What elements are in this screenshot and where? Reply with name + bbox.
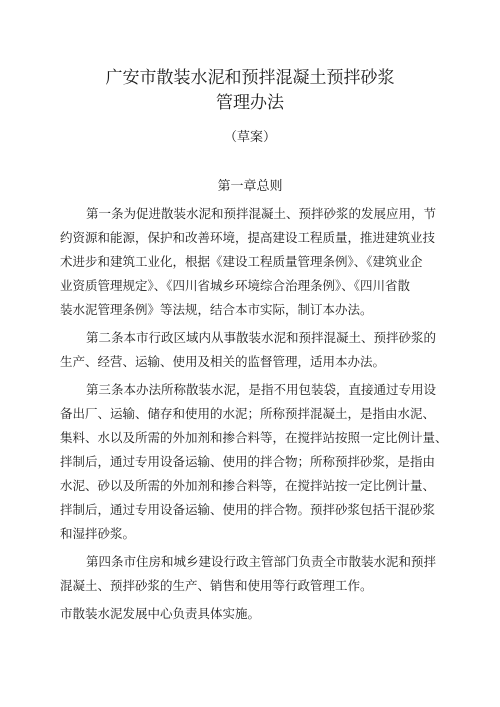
paragraph-line: 第二条本市行政区域内从事散装水泥和预拌混凝土、预拌砂浆的 bbox=[86, 330, 437, 345]
draft-label: （草案） bbox=[223, 130, 276, 145]
paragraph-line: 第四条市住房和城乡建设行政主管部门负责全市散装水泥和预拌 bbox=[86, 554, 437, 569]
paragraph-line: 混凝土、预拌砂浆的生产、销售和使用等行政管理工作。 bbox=[60, 578, 373, 593]
paragraph-line: 术进步和建筑工业化，根据《建设工程质量管理条例》、《建筑业企 bbox=[60, 254, 423, 269]
paragraph-line: 约资源和能源，保护和改善环境，提高建设工程质量，推进建筑业技 bbox=[60, 230, 436, 245]
paragraph-line: 备出厂、运输、储存和使用的水泥；所称预拌混凝土，是指由水泥、 bbox=[60, 406, 436, 421]
chapter-heading: 第一章总则 bbox=[217, 179, 283, 194]
paragraph-line: 市散装水泥发展中心负责具体实施。 bbox=[60, 606, 261, 621]
paragraph-line: 拌制后，通过专用设备运输、使用的拌合物；所称预拌砂浆，是指由 bbox=[60, 454, 436, 469]
document-title-line-1: 广安市散装水泥和预拌混凝土预拌砂浆 bbox=[105, 68, 395, 88]
paragraph-line: 拌制后，通过专用设备运输、使用的拌合物。预拌砂浆包括干混砂浆 bbox=[60, 502, 436, 517]
paragraph-line: 装水泥管理条例》等法规，结合本市实际，制订本办法。 bbox=[60, 302, 373, 317]
document-title-line-2: 管理办法 bbox=[216, 93, 284, 113]
paragraph-line: 第三条本办法所称散装水泥，是指不用包装袋，直接通过专用设 bbox=[86, 382, 437, 397]
paragraph-line: 第一条为促进散装水泥和预拌混凝土、预拌砂浆的发展应用，节 bbox=[86, 206, 437, 221]
paragraph-line: 生产、经营、运输、使用及相关的监督管理，适用本办法。 bbox=[60, 354, 386, 369]
paragraph-line: 水泥、砂以及所需的外加剂和掺合料等，在搅拌站按一定比例计量、 bbox=[60, 478, 436, 493]
paragraph-line: 集料、水以及所需的外加剂和掺合料等，在搅拌站按照一定比例计量、 bbox=[60, 430, 448, 445]
paragraph-line: 业资质管理规定》、《四川省城乡环境综合治理条例》、《四川省散 bbox=[60, 278, 411, 293]
paragraph-line: 和湿拌砂浆。 bbox=[60, 526, 136, 541]
